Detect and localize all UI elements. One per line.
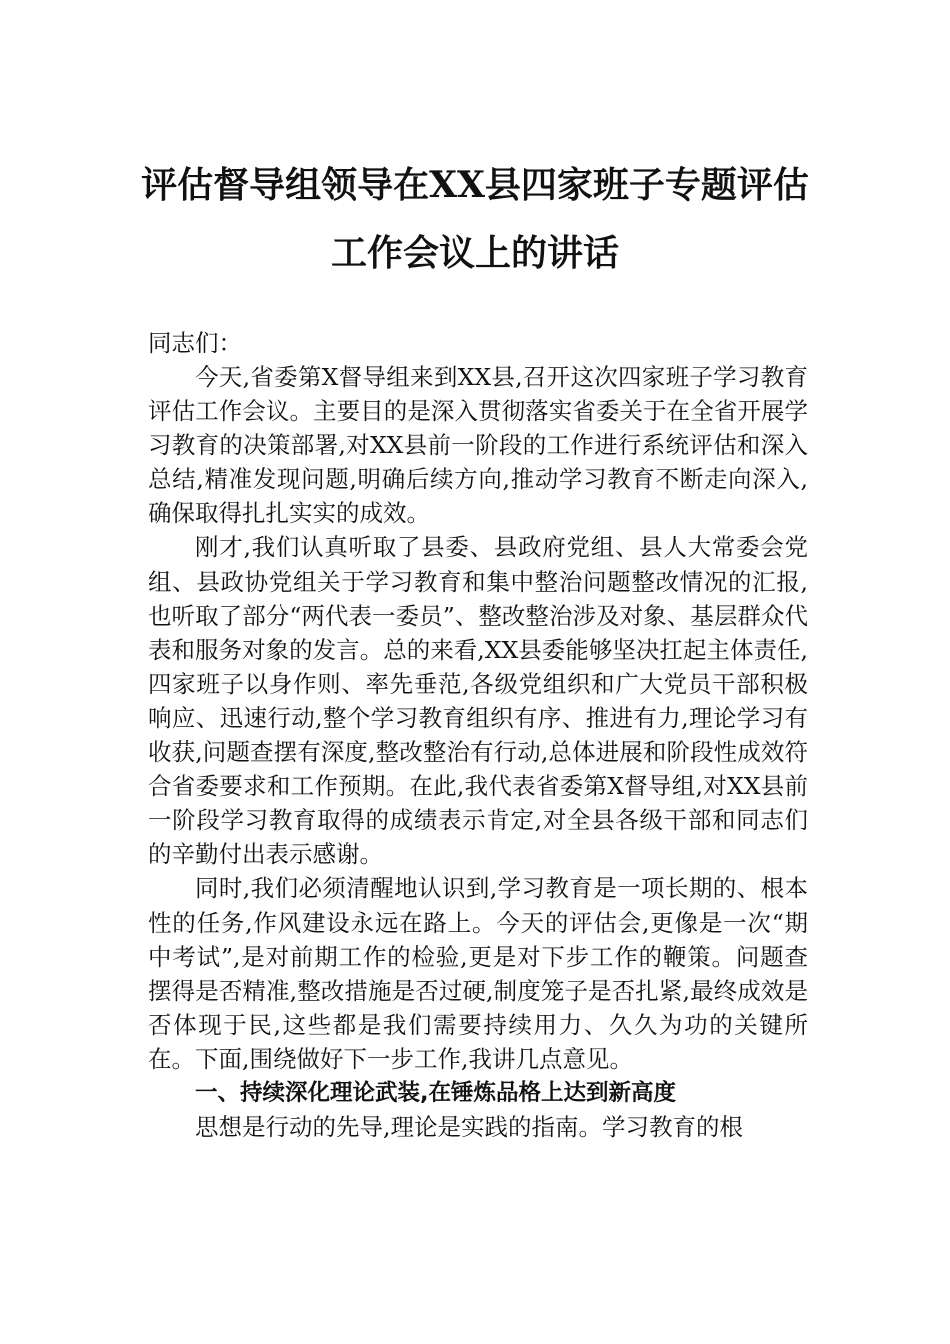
section-1-paragraph: 思想是行动的先导,理论是实践的指南。学习教育的根 [195,1113,743,1142]
paragraph-assessment: 刚才,我们认真听取了县委、县政府党组、县人大常委会党组、县政协党组关于学习教育和集中整治问题整改情况的汇报,也听取了部分“两代表一委员”、整改整治涉及对象、基层群众代表和服务对象的发言。总的来看,XX县委能够坚决扛起主体责任,四家班子以身作则、率先垂范,各级党组织和广大党员干部积极响应、迅速行动,整个学习教育组织有序、推进有力,理论学习有收获,问题查摆有深度,整改整治有行动,总体进展和阶段性成效符合省委要求和工作预期。在此,我代表省委第X督导组,对XX县前一阶段学习教育取得的成绩表示肯定,对全县各级干部和同志们的辛勤付出表示感谢。 [148,533,808,869]
document-body [148,360,808,1144]
paragraph-intro: 今天,省委第X督导组来到XX县,召开这次四家班子学习教育评估工作会议。主要目的是深入贯彻落实省委关于在全省开展学习教育的决策部署,对XX县前一阶段的工作进行系统评估和深入总结,精准发现问题,明确后续方向,推动学习教育不断走向深入,确保取得扎扎实实的成效。 [148,363,808,528]
paragraph-outlook: 同时,我们必须清醒地认识到,学习教育是一项长期的、根本性的任务,作风建设永远在路上。今天的评估会,更像是一次“期中考试”,是对前期工作的检验,更是对下步工作的鞭策。问题查摆得是否精准,整改措施是否过硬,制度笼子是否扎紧,最终成效是否体现于民,这些都是我们需要持续用力、久久为功的关键所在。下面,围绕做好下一步工作,我讲几点意见。 [148,874,808,1073]
section-heading-1: 一、持续深化理论武装,在锤炼品格上达到新高度 [195,1079,677,1106]
greeting: 同志们： [148,329,242,357]
document-title-line-1: 评估督导组领导在XX县四家班子专题评估 [141,164,809,206]
document-title-line-2: 工作会议上的讲话 [330,232,619,274]
